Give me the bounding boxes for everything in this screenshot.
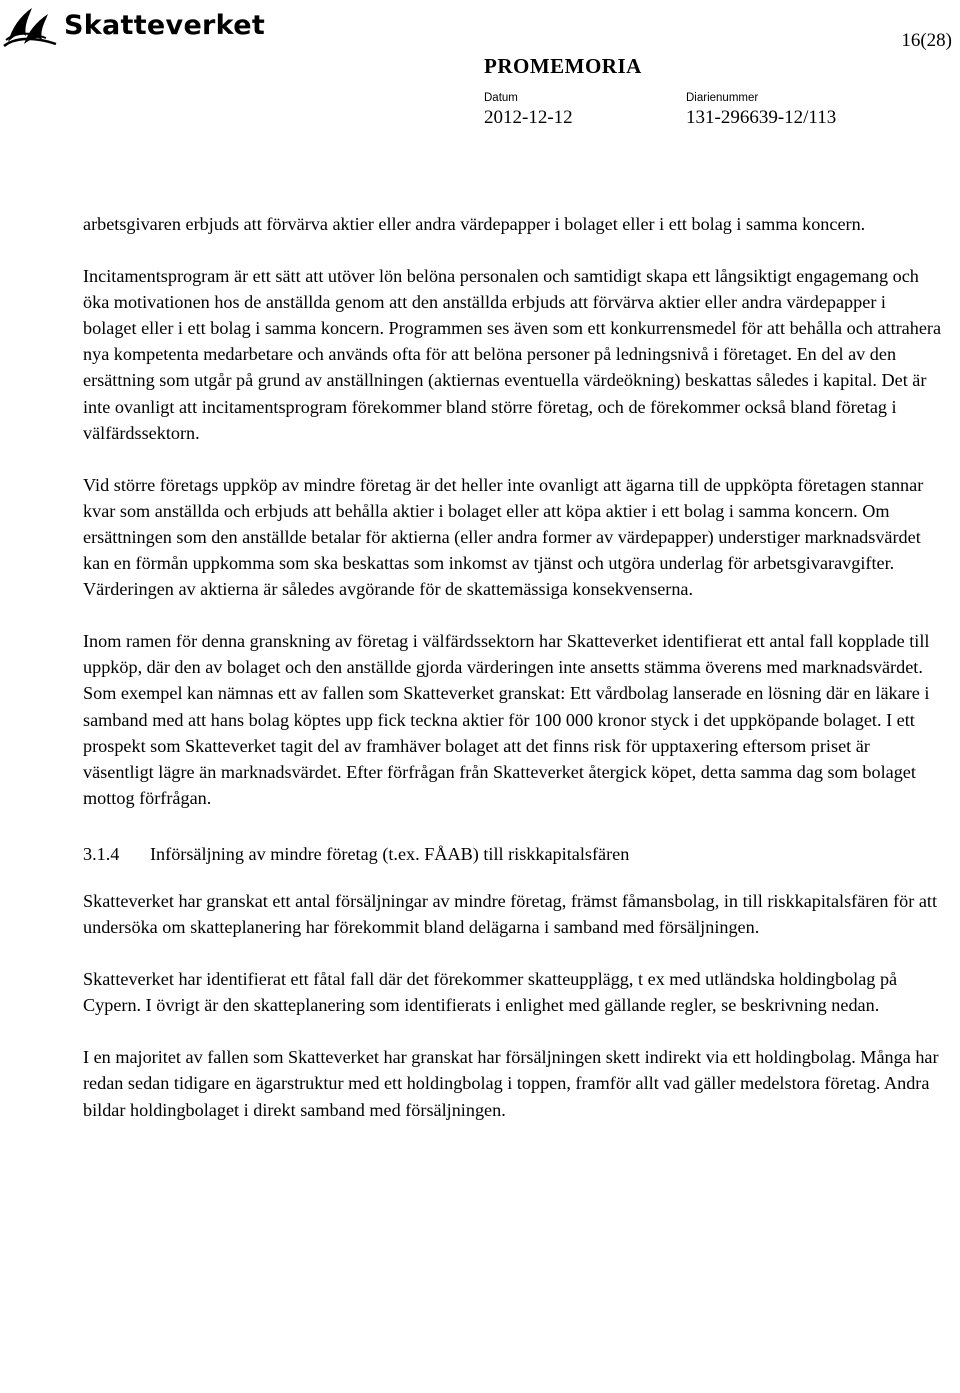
section-title: Införsäljning av mindre företag (t.ex. FÅAB) till riskkapitalsfären bbox=[150, 843, 630, 864]
skatteverket-logo-icon bbox=[2, 2, 58, 48]
logo bbox=[2, 2, 265, 48]
paragraph: Incitamentsprogram är ett sätt att utöver lön belöna personalen och samtidigt skapa ett långsiktigt engagemang och öka motivationen hos de anställda genom att den anställda erbjuds att förvärva aktier eller andra värdepapper i bolaget eller i ett bolag i samma koncern. Programmen ses även som ett konkurrensmedel för att behålla och attrahera nya kompetenta medarbetare och används ofta för att belöna personer på ledningsnivå i företaget. En del av den ersättning som utgår på grund av anställningen (aktiernas eventuella värdeökning) beskattas således i kapital. Det är inte ovanligt att incitamentsprogram förekommer bland större företag, och de förekommer också bland företag i välfärdssektorn. bbox=[83, 266, 942, 443]
paragraph: Vid större företags uppköp av mindre företag är det heller inte ovanligt att ägarna till de uppköpta företagen stannar kvar som anställda och erbjuds att behålla aktier i bolaget eller att köpa aktier i ett bolag i samma koncern. Om ersättningen som den anställde betalar för aktierna (eller andra former av värdepapper) understiger marknadsvärdet kan en förmån uppkomma som ska beskattas som inkomst av tjänst och utgöra underlag för arbetsgivaravgifter. Värderingen av aktierna är således avgörande för de skattemässiga konsekvenserna. bbox=[83, 474, 924, 600]
date-label: Datum bbox=[484, 92, 518, 104]
paragraph: I en majoritet av fallen som Skatteverket har granskat har försäljningen skett indirekt via ett holdingbolag. Många har redan sedan tidigare en ägarstruktur med ett holdingbolag i toppen, framför allt vad gäller medelstora företag. Andra bildar holdingbolaget i direkt samband med försäljningen. bbox=[83, 1047, 939, 1120]
registration-number-label: Diarienummer bbox=[686, 92, 759, 104]
registration-number-value: 131-296639-12/113 bbox=[686, 107, 837, 128]
paragraph: Skatteverket har granskat ett antal försäljningar av mindre företag, främst fåmansbolag, in till riskkapitalsfären för att undersöka om skatteplanering har förekommit bland delägarna i samband med försäljningen. bbox=[83, 890, 938, 938]
date-value: 2012-12-12 bbox=[484, 107, 573, 128]
paragraph: Skatteverket har identifierat ett fåtal fall där det förekommer skatteupplägg, t ex med utländska holdingbolag på Cypern. I övrigt är den skatteplanering som identifierats i enlighet med gällande regler, se beskrivning nedan. bbox=[83, 969, 898, 1016]
document-body bbox=[83, 211, 943, 1149]
paragraph: arbetsgivaren erbjuds att förvärva aktier eller andra värdepapper i bolaget eller i ett bolag i samma koncern. bbox=[83, 214, 866, 234]
logo-text: Skatteverket bbox=[64, 9, 266, 41]
section-number: 3.1.4 bbox=[83, 843, 120, 864]
page-number: 16(28) bbox=[901, 30, 952, 51]
section-heading bbox=[83, 841, 943, 867]
paragraph: Inom ramen för denna granskning av företag i välfärdssektorn har Skatteverket identifierat ett antal fall kopplade till uppköp, där den av bolaget och den anställde gjorda värderingen inte ansetts stämma överens med marknadsvärdet. Som exempel kan nämnas ett av fallen som Skatteverket granskat: Ett vårdbolag lanserade en lösning där en läkare i samband med att hans bolag köptes upp fick teckna aktier för 100 000 kronor styck i det uppköpande bolaget. I ett prospekt som Skatteverket tagit del av framhäver bolaget att det finns risk för upptaxering eftersom priset är väsentligt lägre än marknadsvärdet. Efter förfrågan från Skatteverket återgick köpet, detta samma dag som bolaget mottog förfrågan. bbox=[83, 631, 930, 808]
document-type: PROMEMORIA bbox=[484, 54, 642, 78]
